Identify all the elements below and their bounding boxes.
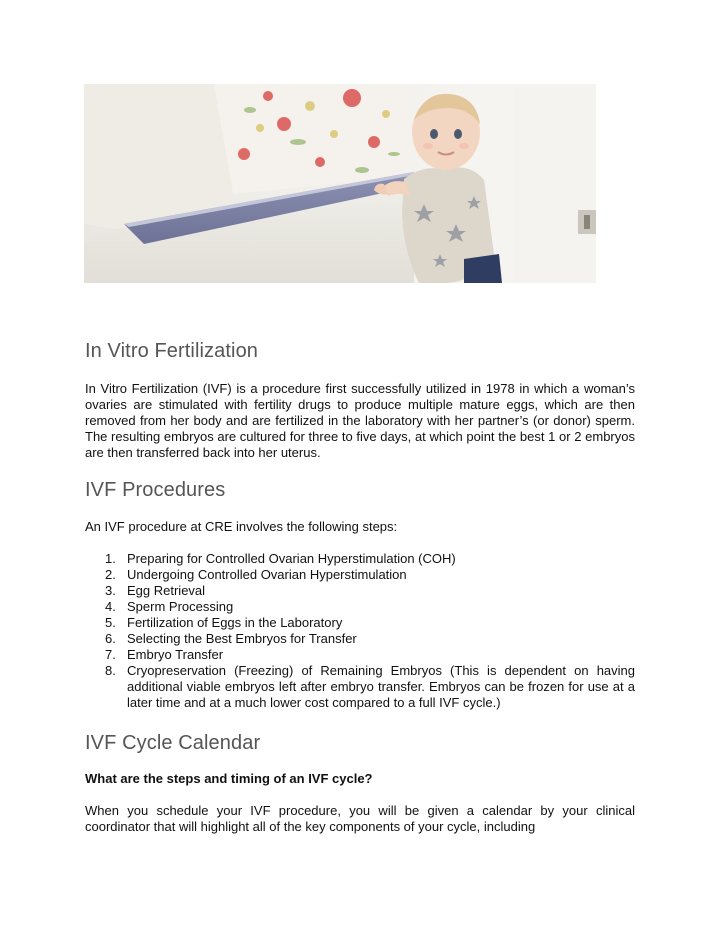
list-item — [85, 583, 635, 599]
cycle-question: What are the steps and timing of an IVF cycle? — [85, 771, 373, 786]
step-number: 5. — [105, 615, 116, 630]
list-item — [85, 647, 635, 663]
step-number: 3. — [105, 583, 116, 598]
step-number: 4. — [105, 599, 116, 614]
calendar-description-paragraph: When you schedule your IVF procedure, you will be given a calendar by your clinical coordinator that will highlight all of the key components of your cycle, including — [85, 803, 635, 834]
step-number: 7. — [105, 647, 116, 662]
step-text: Cryopreservation (Freezing) of Remaining Embryos (This is dependent on having additional viable embryos left after embryo transfer. Embryos can be frozen for use at a later time and at a much lower cost compared to a full IVF cycle.) — [127, 663, 635, 710]
step-text: Fertilization of Eggs in the Laboratory — [127, 615, 343, 630]
list-item — [85, 599, 635, 615]
heading-ivf-procedures: IVF Procedures — [85, 479, 226, 501]
step-number: 8. — [105, 663, 116, 678]
list-item — [85, 631, 635, 647]
step-text: Egg Retrieval — [127, 583, 206, 598]
ivf-procedures-intro: An IVF procedure at CRE involves the following steps: — [85, 519, 398, 534]
heading-ivf-cycle-calendar: IVF Cycle Calendar — [85, 732, 261, 754]
step-number: 2. — [105, 567, 116, 582]
step-number: 1. — [105, 551, 116, 566]
step-text: Sperm Processing — [127, 599, 234, 614]
list-item — [85, 551, 635, 567]
list-item — [85, 567, 635, 583]
ivf-description-paragraph: In Vitro Fertilization (IVF) is a procedure first successfully utilized in 1978 in which a woman’s ovaries are stimulated with fertility drugs to produce multiple mature eggs, which are then removed from her body and are fertilized in the laboratory with her partner’s (or donor) sperm. The resulting embryos are cultured for three to five days, at which point the best 1 or 2 embryos are then transferred back into her uterus. — [85, 381, 635, 460]
step-number: 6. — [105, 631, 116, 646]
list-item — [85, 663, 635, 711]
list-item — [85, 615, 635, 631]
step-text: Preparing for Controlled Ovarian Hyperstimulation (COH) — [127, 551, 456, 566]
ivf-steps-list — [85, 551, 635, 711]
step-text: Embryo Transfer — [127, 647, 224, 662]
step-text: Undergoing Controlled Ovarian Hyperstimulation — [127, 567, 407, 582]
hero-photo-baby — [84, 84, 596, 283]
step-text: Selecting the Best Embryos for Transfer — [127, 631, 357, 646]
heading-in-vitro-fertilization: In Vitro Fertilization — [85, 340, 259, 362]
baby-photo-illustration — [84, 84, 596, 283]
